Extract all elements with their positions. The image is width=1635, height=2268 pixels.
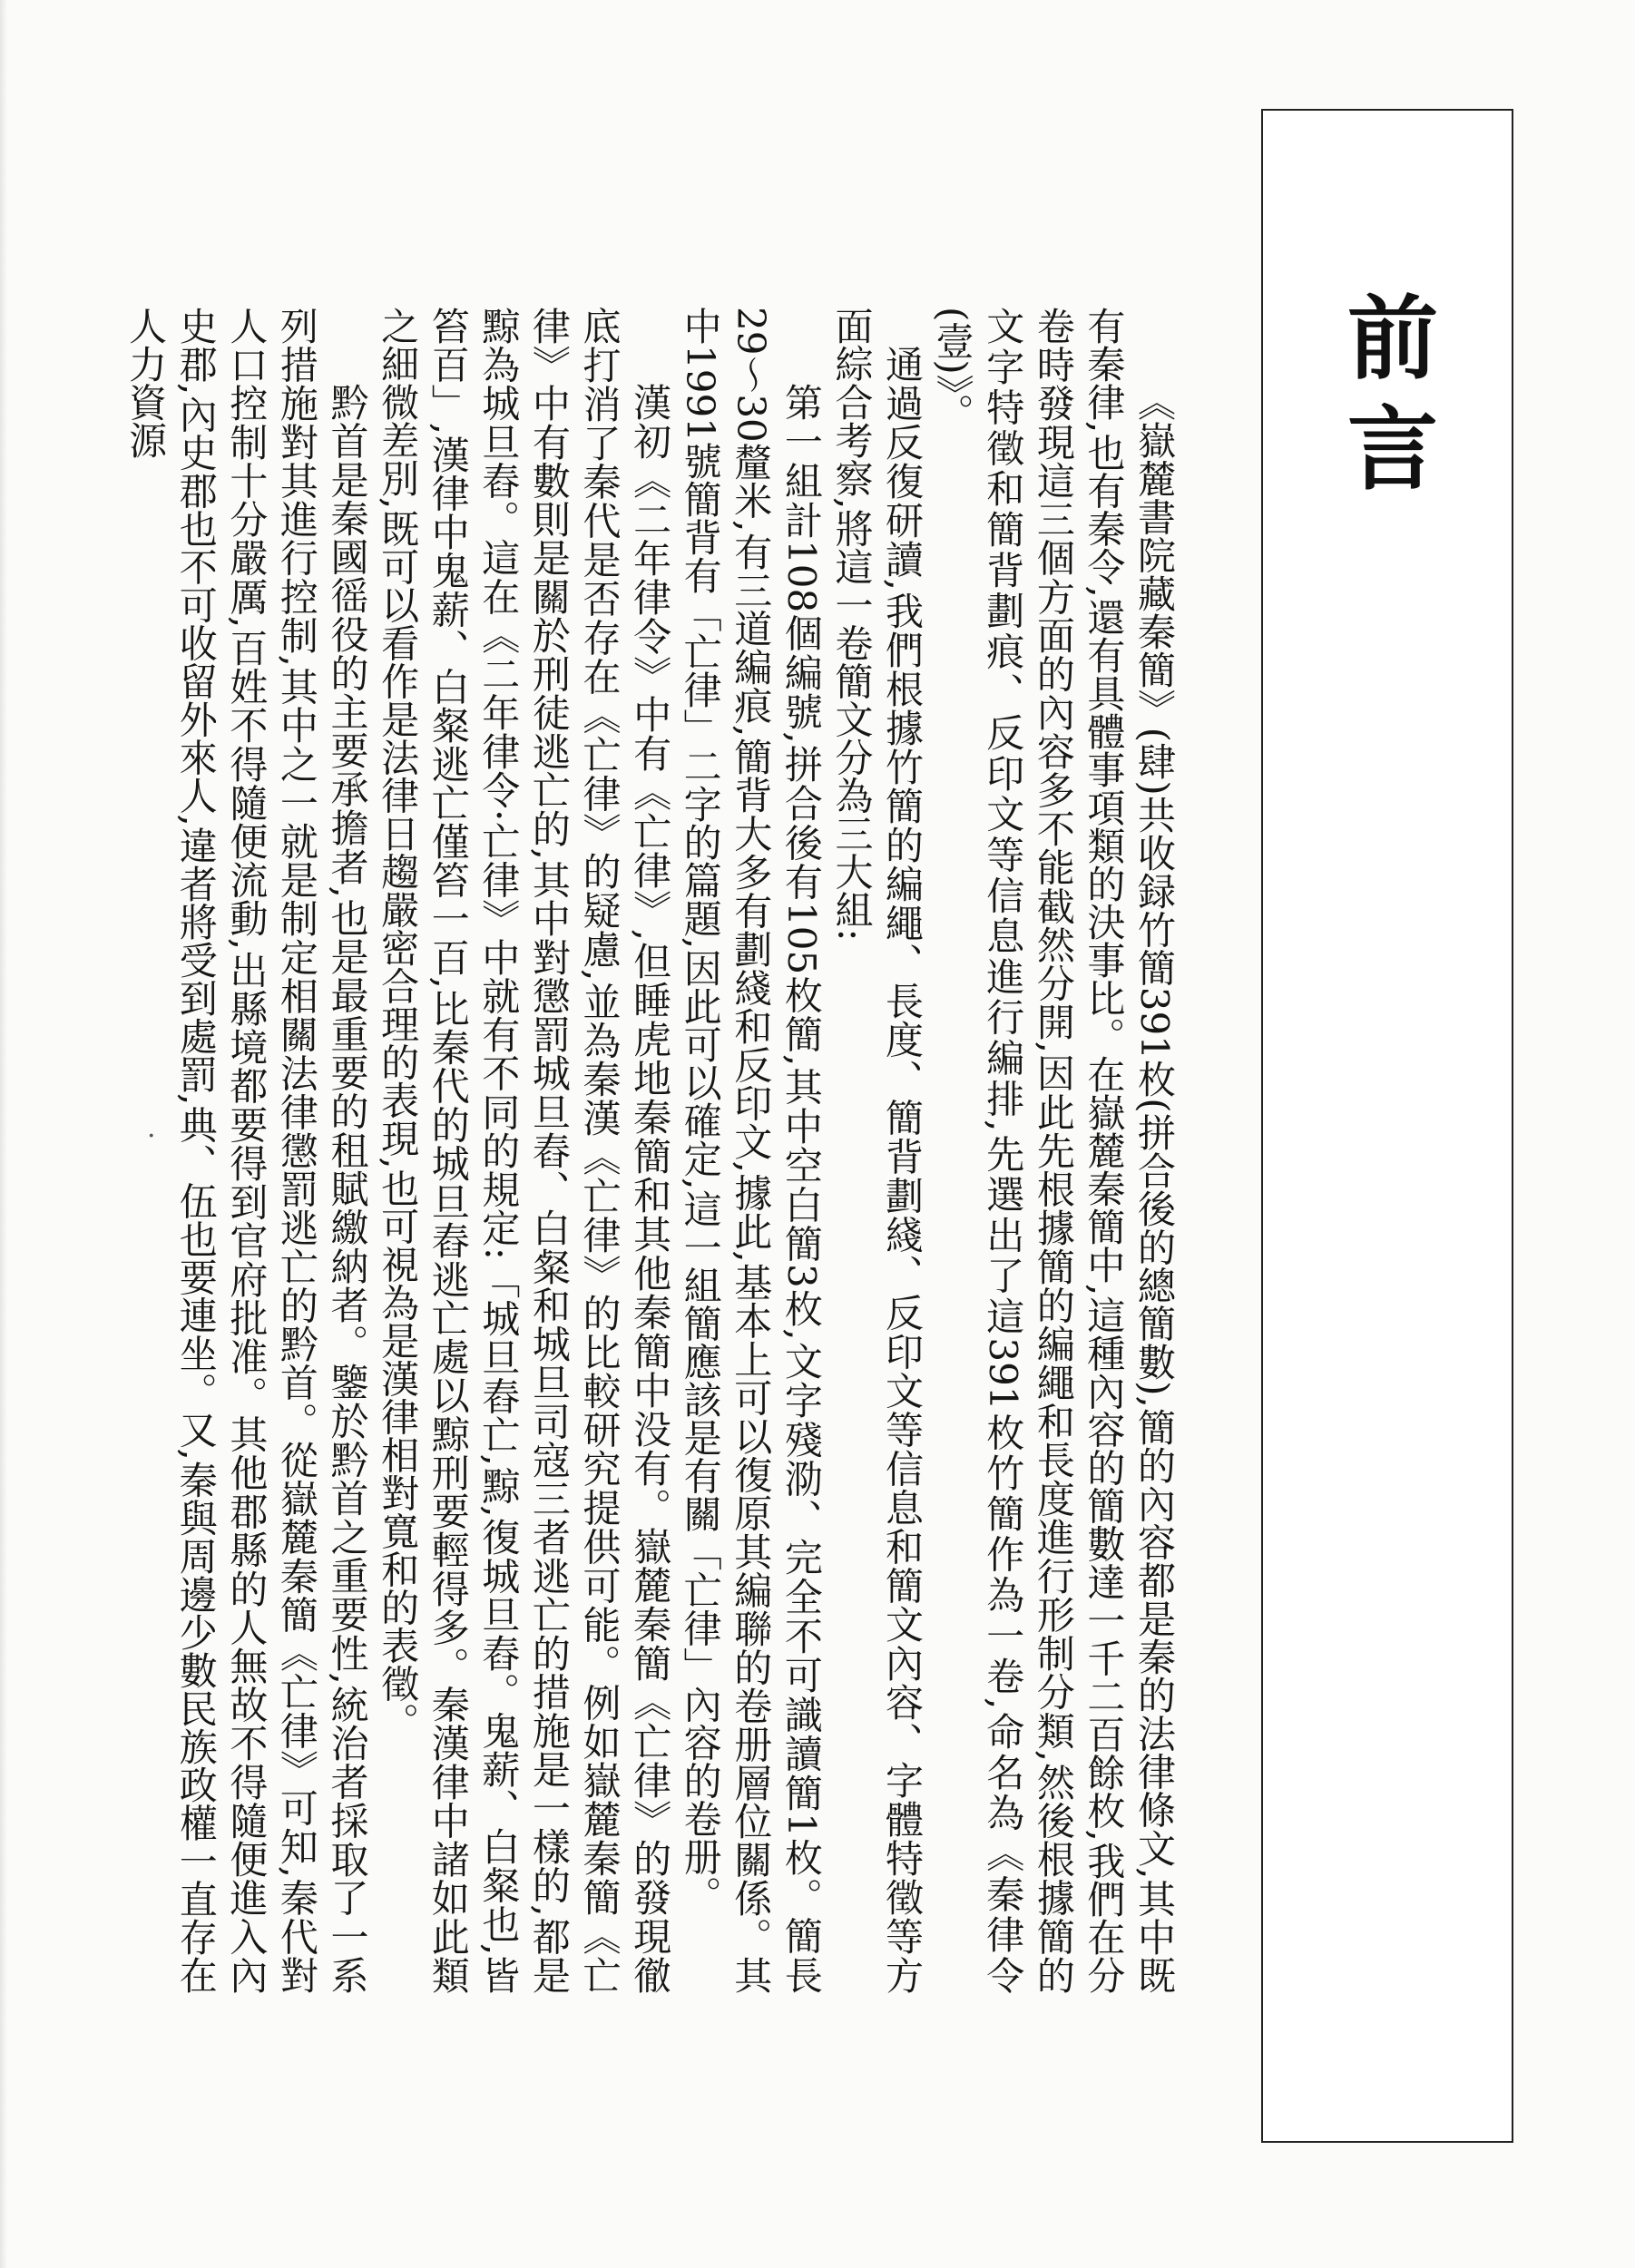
page-title: 前言 [1332,290,1439,512]
paragraph-han-comparison: 漢初《二年律令》中有《亡律》,但睡虎地秦簡和其他秦簡中没有。嶽麓秦簡《亡律》的發現徹底打消了秦代是否存在《亡律》的疑慮,並為秦漢《亡律》的比較研究提供可能。例如嶽麓秦簡《亡律》中有數則是關於刑徒逃亡的,其中對懲罰城旦舂、白粲和城旦司寇三者逃亡的措施是一樣的,都是黥為城旦舂。這在《二年律令·亡律》中就有不同的規定:「城旦舂亡,黥,復城旦舂。鬼薪、白粲也,皆笞百」,漢律中鬼薪、白粲逃亡僅笞一百,比秦代的城旦舂逃亡處以黥刑要輕得多。秦漢律中諸如此類之細微差別,既可以看作是法律日趨嚴密合理的表現,也可視為是漢律相對寬和的表徵。 [376,307,673,1994]
paragraph-grouping: 通過反復研讀,我們根據竹簡的編繩、長度、簡背劃綫、反印文等信息和簡文內容、字體特徵等方面綜合考察,將這一卷簡文分為三大組: [829,307,925,1994]
vertical-body-text [123,307,1180,1994]
page-spine-shadow [0,0,7,2268]
pencil-mark: · [147,1120,156,1152]
paragraph-group-one: 第一組計108個編號,拼合後有105枚簡,其中空白簡3枚,文字殘泐、完全不可識讀簡1枚。簡長29～30釐米,有三道編痕,簡背大多有劃綫和反印文,據此,基本上可以復原其編聯的卷册層位關係。其中1991號簡背有「亡律」二字的篇題,因此可以確定,這一組簡應該是有關「亡律」內容的卷册。 [678,307,824,1994]
paragraph-intro: 《嶽麓書院藏秦簡》(肆)共收録竹簡391枚(拼合後的總簡數),簡的內容都是秦的法律條文,其中既有秦律,也有秦令,還有具體事項類的決事比。在嶽麓秦簡中,這種內容的簡數達一千二百餘枚,我們在分卷時發現這三個方面的內容多不能截然分開,因此先根據簡的編繩和長度進行形制分類,然後根據簡的文字特徵和簡背劃痕、反印文等信息進行編排,先選出了這391枚竹簡作為一卷,命名為《秦律令(壹)》。 [930,307,1177,1994]
paragraph-qianshou: 黔首是秦國徭役的主要承擔者,也是最重要的租賦繳納者。鑒於黔首之重要性,統治者採取了一系列措施對其進行控制,其中之一就是制定相關法律懲罰逃亡的黔首。從嶽麓秦簡《亡律》可知,秦代對人口控制十分嚴厲,百姓不得隨便流動,出縣境都要得到官府批准。其他郡縣的人無故不得隨便進入內史郡,內史郡也不可收留外來人,違者將受到處罰,典、伍也要連坐。又,秦與周邊少數民族政權一直存在人力資源 [123,307,370,1994]
